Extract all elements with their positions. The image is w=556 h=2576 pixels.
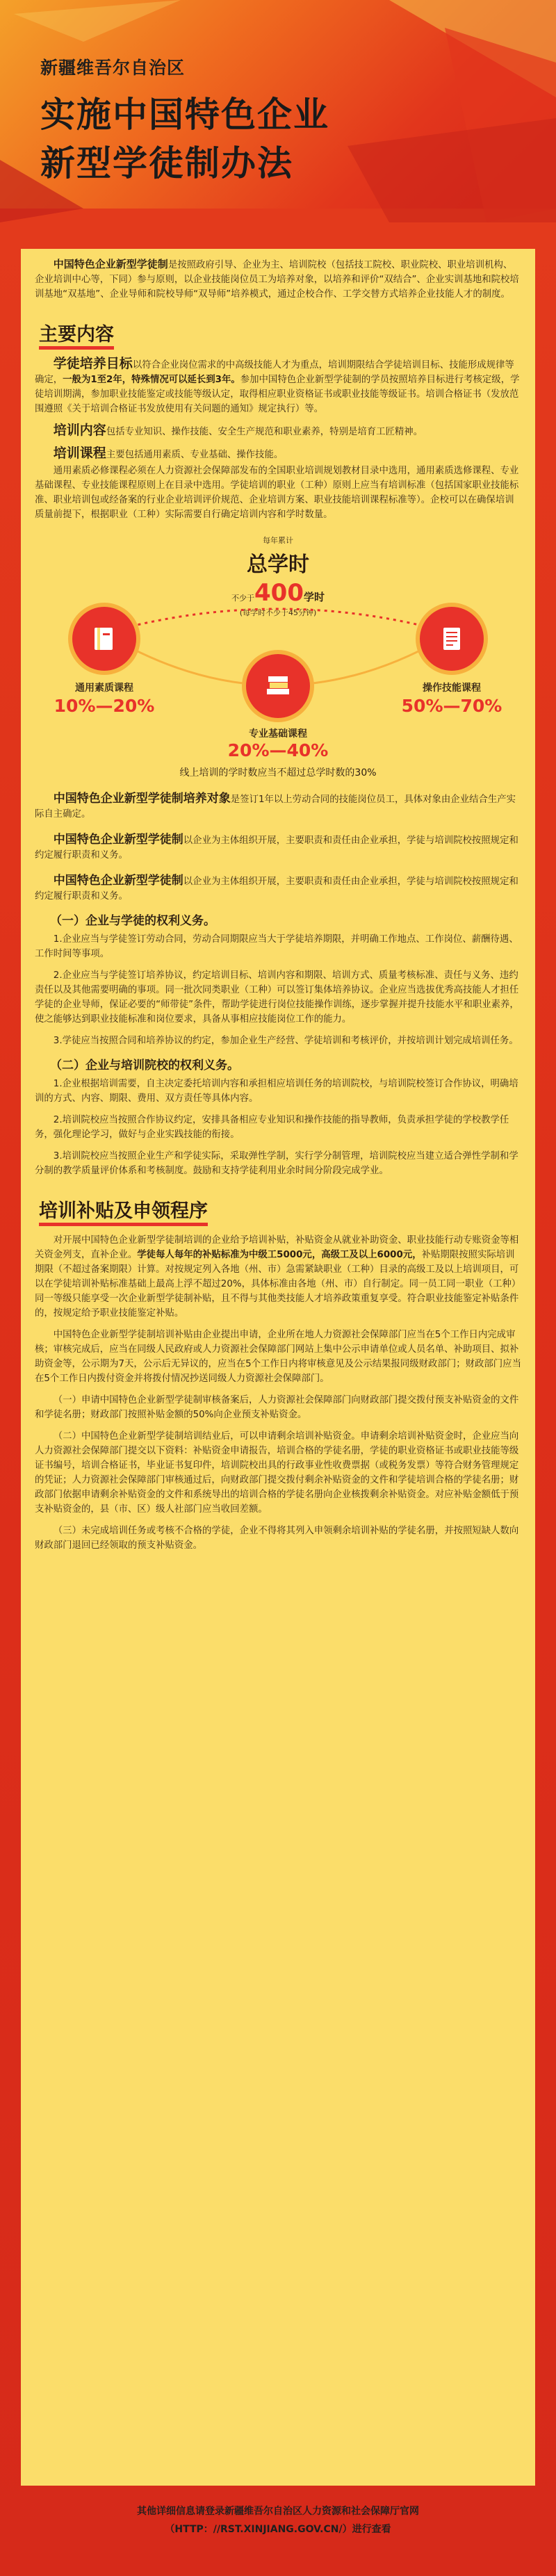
course-lead: 培训课程 [53, 446, 106, 461]
subsidy-paragraph-5: （三）未完成培训任务或考核不合格的学徒，企业不得将其列入申领剩余培训补贴的学徒名册，并按照短缺人数向财政部门退回已经领取的预支补贴资金。 [35, 1526, 519, 1551]
section-main-content: 主要内容 [39, 324, 114, 350]
subsidy-paragraph-1 [35, 1233, 521, 1321]
total-hours-title: 总学时 [247, 553, 309, 577]
subsidy-p1-text-1: 对开展中国特色企业新型学徒制培训的企业给予培训补贴，补贴资金从就业补助资金、职业技能行动专账资金等相关资金列支，直补企业。 [35, 1235, 519, 1260]
goal-bold: 一般为1至2年，特殊情况可以延长到3年。 [63, 375, 240, 385]
rights-enterprise-school-title: （二）企业与培训院校的权利义务。 [50, 1059, 239, 1073]
infographic-top-note: 每年累计 [263, 536, 293, 545]
subsidy-paragraph-3: （一）申请中国特色企业新型学徒制审核备案后，人力资源社会保障部门向财政部门提交拨付预支补贴资金的文件和学徒名册；财政部门按照补贴金额的50%向企业预支补贴资金。 [35, 1395, 519, 1420]
circle-skill-course [420, 607, 484, 671]
general-course-label: 通用素质课程 [75, 683, 133, 694]
content-text: 包括专业知识、操作技能、安全生产规范和职业素养，特别是培育工匠精神。 [106, 427, 423, 437]
subsidy-p1-text-2: 补贴期限按照实际培训期限（不超过备案期限）计算。对按规定列入各地（州、市）急需紧缺职业（工种）目录的高级工及以上培训项目，可以在学徒培训补贴标准基础上最高上浮不超过20%，具体标准由各地（州、市）自行制定。同一员工同一职业（工种）同一等级只能享受一次企业新型学徒制补贴，且不得与其他类技能人才培养政策重复享受。符合职业技能鉴定补贴条件的，按规定给予职业技能鉴定补贴。 [35, 1250, 521, 1319]
subject-a-paragraph [35, 833, 521, 863]
objects-paragraph [35, 792, 521, 822]
goal-paragraph [35, 357, 521, 416]
professional-course-label: 专业基础课程 [249, 728, 307, 740]
rights-2-item-1: 1.企业根据培训需要，自主决定委托培训内容和承担相应培训任务的培训院校，与培训院校签订合作协议，明确培训的方式、内容、期限、费用、双方责任等具体内容。 [35, 1079, 518, 1104]
general-course-pct: 10%—20% [54, 696, 155, 716]
subject-a-lead: 中国特色企业新型学徒制 [53, 833, 183, 847]
section-subsidy: 培训补贴及申领程序 [39, 1200, 208, 1226]
subject-b-text: 以企业为主体组织开展，主要职责和责任由企业承担，学徒与培训院校按照规定和约定履行职责和义务。 [35, 877, 518, 902]
rights-enterprise-apprentice-title: （一）企业与学徒的权利义务。 [50, 914, 215, 928]
footer-website-link[interactable]: （HTTP：//RST.XINJIANG.GOV.CN/）进行查看 [165, 2524, 391, 2535]
subject-b-lead: 中国特色企业新型学徒制 [53, 874, 183, 888]
subsidy-paragraph-2: 中国特色企业新型学徒制培训补贴由企业提出申请，企业所在地人力资源社会保障部门应当在5个工作日内完成审核；审核完成后，应当在同级人民政府或人力资源社会保障部门网站上集中公示申请单位或人员名单、补助项目、拟补助资金等，公示期为7天，公示后无异议的，应当在5个工作日内将审核意见及公示结果报同级财政部门；财政部门应当在5个工作日内拨付资金并将拨付情况抄送同级人力资源社会保障部门。 [35, 1330, 521, 1384]
subsidy-paragraph-4: （二）中国特色企业新型学徒制培训结业后，可以申请剩余培训补贴资金。申请剩余培训补贴资金时，企业应当向人力资源社会保障部门提交以下资料：补贴资金申请报告，培训合格的学徒名册，学徒的职业资格证书或职业技能等级证书编号，培训合格证书，毕业证书复印件，培训院校出具的行政事业性收费票据（或税务发票）等符合财务管理规定的凭证；人力资源社会保障部门审核通过后，向财政部门提交拨付剩余补贴资金的文件和学徒培训合格的学徒名册；财政部门依据申请剩余补贴资金的文件和系统导出的培训合格的学徒名册向企业核拨剩余补贴资金。对应补贴金额低于预支补贴资金的，县（市、区）级人社部门应当收回差额。 [35, 1431, 519, 1515]
goal-lead: 学徒培养目标 [53, 356, 133, 371]
circle-professional-course [246, 654, 310, 718]
content-inner [35, 257, 521, 1560]
books-stack-icon [264, 672, 292, 700]
subject-a-text: 以企业为主体组织开展，主要职责和责任由企业承担，学徒与培训院校按照规定和约定履行职责和义务。 [35, 835, 518, 861]
goal-text-1: 以符合企业岗位需求的中高级技能人才为重点，培训期限结合学徒培训目标、技能形成规律等确定， [35, 360, 514, 385]
rights-1-item-3: 3.学徒应当按照合同和培养协议的约定，参加企业生产经营、学徒培训和考核评价，并按培训计划完成培训任务。 [53, 1036, 518, 1046]
rights-1-item-2: 2.企业应当与学徒签订培养协议，约定培训目标、培训内容和期限、培训方式、质量考核标准、责任与义务、违约责任以及其他需要明确的事项。同一批次同类职业（工种）可以签订集体培养协议。企业应当选拔优秀高技能人才担任学徒的企业导师，保证必要的“师带徒”条件，帮助学徒进行岗位技能操作训练，逐步掌握并提升技能水平和职业素养，使之能够达到职业技能标准和岗位要求，具备从事相应技能岗位工作的能力。 [35, 970, 519, 1025]
hours-infographic [35, 529, 521, 779]
course-text-1: 主要包括通用素质、专业基础、操作技能。 [106, 450, 284, 460]
hours-value: 400 [254, 579, 304, 607]
title-line-1: 实施中国特色企业 [40, 95, 329, 135]
subsidy-p1-bold: 学徒每人每年的补贴标准为中级工5000元，高级工及以上6000元， [137, 1250, 422, 1260]
content-panel [21, 249, 535, 2486]
intro-lead: 中国特色企业新型学徒制 [53, 258, 168, 270]
intro-text: 是按照政府引导、企业为主、培训院校（包括技工院校、职业院校、职业培训机构、企业培训中心等，下同）参与原则，以企业技能岗位员工为培养对象，以培养和评价“双结合”、企业实训基地和院校培训基地“双基地”、企业导师和院校导师“双导师”培养模式，通过企校合作、工学交替方式培养企业技能人才的制度。 [35, 260, 519, 300]
rights-2-item-3: 3.培训院校应当按照企业生产和学徒实际，采取弹性学制，实行学分制管理，培训院校应当建立适合弹性学制和学分制的教学质量评价体系和考核制度。鼓励和支持学徒利用业余时间分阶段完成学业。 [35, 1151, 518, 1176]
objects-text: 是签订1年以上劳动合同的技能岗位员工，具体对象由企业结合生产实际自主确定。 [35, 794, 516, 820]
course-paragraph [35, 446, 521, 462]
intro-paragraph [35, 257, 521, 302]
book-icon [90, 625, 118, 653]
online-hours-note: 线上培训的学时数应当不超过总学时数的30% [179, 767, 377, 778]
notebook-icon [438, 625, 466, 653]
hours-prefix: 不少于 [231, 594, 254, 603]
footer-line-1: 其他详细信息请登录新疆维吾尔自治区人力资源和社会保障厅官网 [137, 2506, 419, 2517]
skill-course-label: 操作技能课程 [423, 683, 481, 694]
professional-course-pct: 20%—40% [227, 740, 329, 760]
title-line-2: 新型学徒制办法 [40, 143, 293, 184]
footer [0, 2502, 556, 2538]
page-title [40, 90, 329, 188]
rights-2-item-2: 2.培训院校应当按照合作协议约定，安排具备相应专业知识和操作技能的指导教师，负责承担学徒的学校教学任务，强化理论学习，做好与企业实践技能的衔接。 [35, 1115, 509, 1140]
content-lead: 培训内容 [53, 423, 106, 438]
subject-b-paragraph [35, 874, 521, 904]
objects-lead: 中国特色企业新型学徒制培养对象 [53, 792, 231, 806]
hours-note: (每学时不少于45分钟) [239, 608, 317, 617]
circle-general-course [72, 607, 136, 671]
training-content-paragraph [35, 423, 521, 439]
skill-course-pct: 50%—70% [401, 696, 502, 716]
region-label: 新疆维吾尔自治区 [40, 58, 186, 78]
course-detail-paragraph: 通用素质必修课程必须在人力资源社会保障部发布的全国职业培训规划教材目录中选用，通用素质选修课程、专业基础课程、专业技能课程原则上在目录中选用。学徒培训的职业（工种）原则上应当有培训标准（包括国家职业技能标准、职业培训包或经备案的行业企业培训评价规范、企业培训方案、职业技能培训课程标准等）。企校可以在确保培训质量前提下，根据职业（工种）实际需要自行确定培训内容和学时数量。 [35, 466, 519, 520]
rights-1-item-1: 1.企业应当与学徒签订劳动合同，劳动合同期限应当大于学徒培养期限，并明确工作地点、工作岗位、薪酬待遇、工作时间等事项。 [35, 934, 518, 959]
hours-unit: 学时 [303, 591, 325, 603]
goal-text-2: 参加中国特色企业新型学徒制的学员按照培养目标进行考核定级，学徒培训期满，参加职业技能鉴定或技能等级认定，取得相应职业资格证书或职业技能等级证书。培训合格证书（发放范围遵照《关于培训合格证书发放使用有关问题的通知》规定执行）等。 [35, 375, 520, 414]
